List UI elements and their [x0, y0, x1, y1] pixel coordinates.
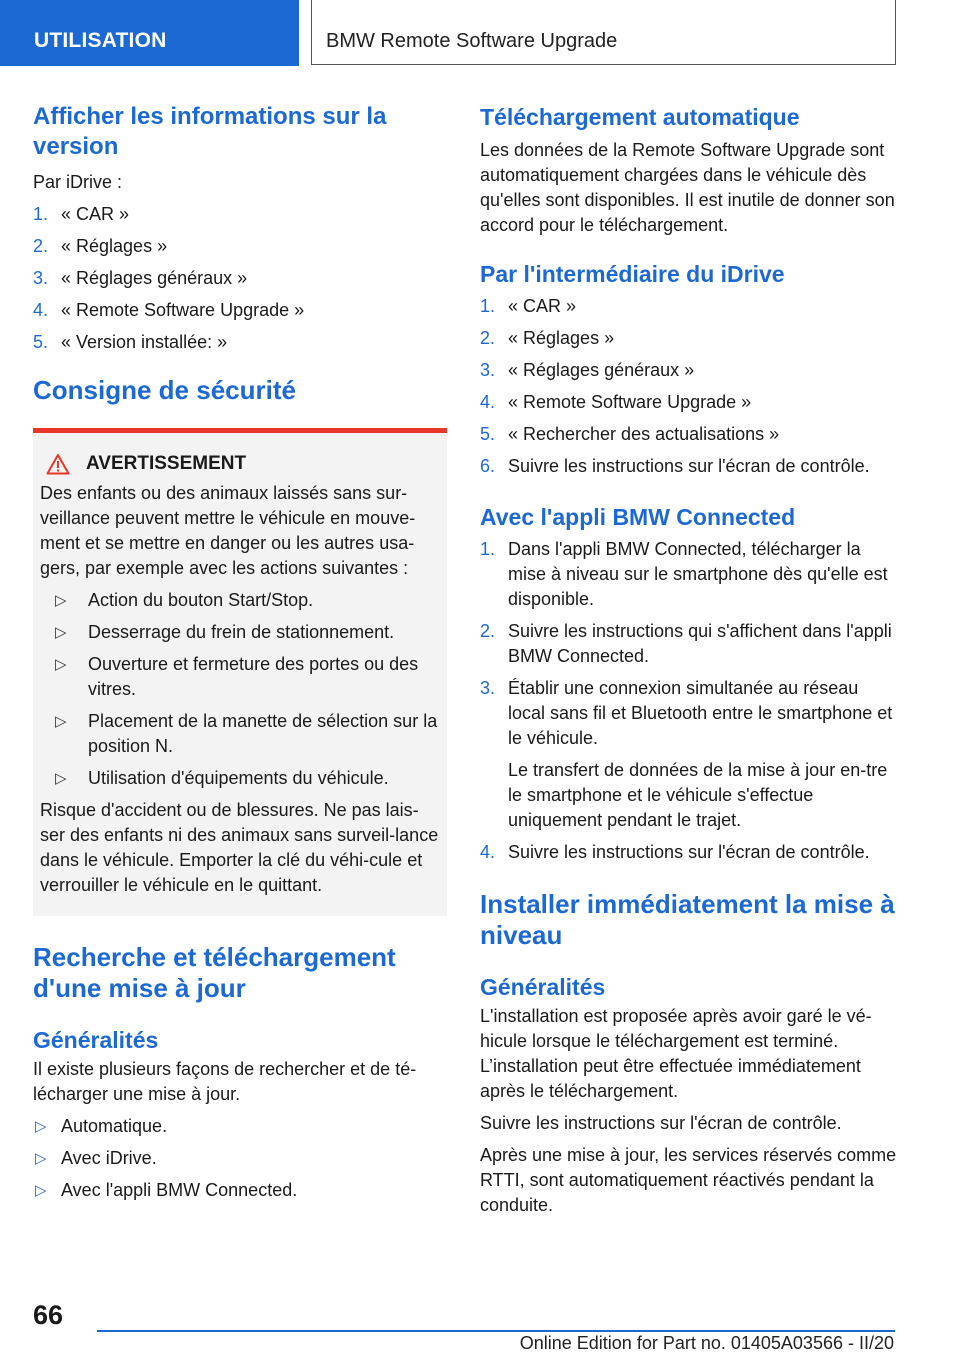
warning-triangle-icon: [46, 453, 70, 475]
list-item: ▷ Ouverture et fermeture des portes ou des vitres.: [55, 654, 419, 699]
list-item: 2. Suivre les instructions qui s'affichent dans l'appli BMW Connected.: [480, 621, 892, 666]
list-item: 1. « CAR »: [33, 204, 130, 224]
list-item: ▷ Automatique.: [33, 1114, 447, 1139]
footer-edition: Online Edition for Part no. 01405A03566 - II/20: [519, 1333, 894, 1353]
warning-label: AVERTISSEMENT: [86, 453, 247, 474]
install-subheading: Généralités: [480, 974, 606, 1000]
list-item: ▷ Utilisation d'équipements du véhicule.: [40, 766, 439, 791]
version-steps: [33, 202, 447, 355]
list-item: 2. « Réglages »: [480, 328, 615, 348]
version-heading: Afficher les informations sur la version: [33, 103, 387, 160]
app-heading: Avec l'appli BMW Connected: [480, 504, 796, 530]
version-intro: Par iDrive :: [33, 172, 123, 192]
triangle-bullet-icon: ▷: [55, 770, 67, 787]
list-item: 6. Suivre les instructions sur l'écran de contrôle.: [480, 456, 870, 476]
list-item: ▷ Action du bouton Start/Stop.: [40, 588, 439, 613]
idrive-steps: [480, 294, 900, 479]
warning-intro: Des enfants ou des animaux laissés sans sur-veillance peuvent mettre le véhicule en mouve-ment et se mettre en danger ou les autres usa-gers, par exemple avec les actions suivantes :: [40, 483, 416, 578]
list-item: ▷ Avec l'appli BMW Connected.: [33, 1178, 447, 1203]
list-item: 4. Suivre les instructions sur l'écran de contrôle.: [480, 842, 870, 862]
list-item: 2. « Réglages »: [33, 236, 168, 256]
idrive-heading: Par l'intermédiaire du iDrive: [480, 261, 785, 287]
safety-heading: Consigne de sécurité: [33, 375, 296, 405]
list-item: 4. « Remote Software Upgrade »: [33, 300, 305, 320]
warning-outro: Risque d'accident ou de blessures. Ne pas lais-ser des enfants ni des animaux sans surveil-lance dans le véhicule. Emporter la clé du véhi-cule et verrouiller le véhicule en le quittant.: [40, 800, 439, 895]
triangle-bullet-icon: ▷: [55, 592, 67, 609]
list-item: 3. Établir une connexion simultanée au réseau local sans fil et Bluetooth entre le smartphone et le véhicule. Le transfert de données de la mise à jour en-tre le smartphone et le véhicule s'effectue uniquement pendant le trajet.: [480, 676, 900, 833]
right-column: [480, 100, 900, 1218]
list-item: ▷ Desserrage du frein de stationnement.: [40, 620, 439, 645]
triangle-bullet-icon: ▷: [55, 713, 67, 730]
install-heading: Installer immédiatement la mise à niveau: [480, 889, 895, 950]
app-step3-note: Le transfert de données de la mise à jour en-tre le smartphone et le véhicule s'effectue uniquement pendant le trajet.: [508, 760, 888, 830]
warning-items: [40, 588, 439, 791]
page-number: 66: [33, 1300, 64, 1330]
warning-box: [33, 428, 447, 916]
header-title: BMW Remote Software Upgrade: [311, 0, 896, 65]
search-heading: Recherche et téléchargement d'une mise à jour: [33, 942, 396, 1003]
warning-header: [40, 451, 439, 477]
install-text-1: L'installation est proposée après avoir garé le vé-hicule lorsque le téléchargement est terminé. L’installation peut être effectuée immédiatement après le téléchargement.: [480, 1006, 872, 1101]
list-item: 4. « Remote Software Upgrade »: [480, 392, 752, 412]
general-items: [33, 1114, 447, 1203]
left-column: [33, 100, 447, 1203]
triangle-bullet-icon: ▷: [35, 1118, 47, 1135]
list-item: 3. « Réglages généraux »: [480, 360, 695, 380]
app-steps: [480, 537, 900, 865]
list-item: 5. « Rechercher des actualisations »: [480, 424, 780, 444]
install-text-3: Après une mise à jour, les services réservés comme RTTI, sont automatiquement réactivés pendant la conduite.: [480, 1145, 897, 1215]
list-item: ▷ Placement de la manette de sélection sur la position N.: [55, 711, 438, 756]
list-item: 3. « Réglages généraux »: [33, 268, 248, 288]
general-text: Il existe plusieurs façons de rechercher et de té-lécharger une mise à jour.: [33, 1059, 417, 1104]
triangle-bullet-icon: ▷: [35, 1182, 47, 1199]
list-item: ▷ Avec iDrive.: [33, 1146, 447, 1171]
list-item: 1. Dans l'appli BMW Connected, télécharger la mise à niveau sur le smartphone dès qu'elle est disponible.: [480, 539, 888, 609]
triangle-bullet-icon: ▷: [55, 656, 67, 673]
list-item: 5. « Version installée: »: [33, 332, 228, 352]
install-text-2: Suivre les instructions sur l'écran de contrôle.: [480, 1113, 842, 1133]
header-section: UTILISATION: [0, 0, 299, 66]
triangle-bullet-icon: ▷: [35, 1150, 47, 1167]
auto-text: Les données de la Remote Software Upgrade sont automatiquement chargées dans le véhicule dès qu'elles sont disponibles. Il est inutile de donner son accord pour le téléchargement.: [480, 140, 895, 235]
triangle-bullet-icon: ▷: [55, 624, 67, 641]
list-item: 1. « CAR »: [480, 296, 577, 316]
general-heading: Généralités: [33, 1027, 159, 1053]
auto-heading: Téléchargement automatique: [480, 104, 800, 130]
